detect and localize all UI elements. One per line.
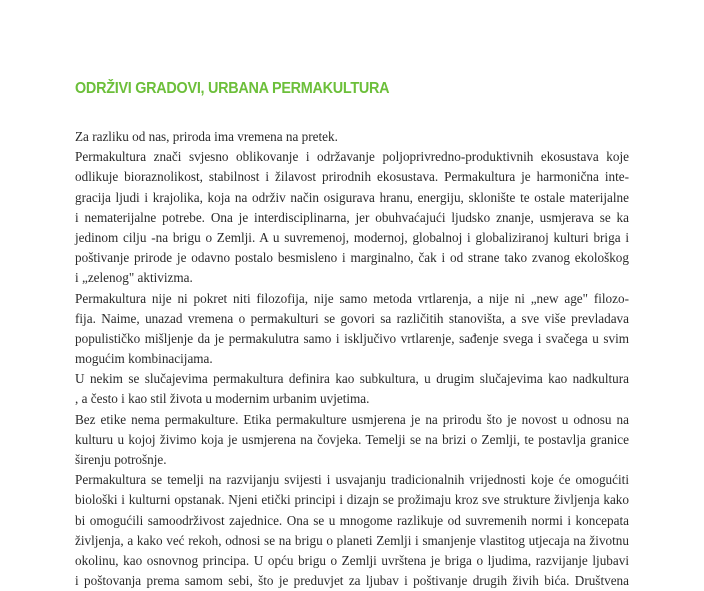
body-line: i „zelenog" aktivizma. xyxy=(75,270,193,286)
body-line: kulturu u kojoj živimo koja je usmjerena na čovjeka. Temelji se na brizi o Zemlji, te postavlja granice xyxy=(75,431,629,447)
body-line: jedinom cilju -na brigu o Zemlji. A u suvremenoj, modernoj, globalnoj i globaliziranoj kulturi briga i xyxy=(75,229,629,245)
article-title: ODRŽIVI GRADOVI, URBANA PERMAKULTURA xyxy=(75,80,390,97)
body-line: fija. Naime, unazad vremena o permakulturi se govori sa različitih stanovišta, a sve više prevladava xyxy=(75,310,629,326)
body-line: biološki i kulturni opstanak. Njeni etički principi i dizajn se prožimaju kroz sve strukture življenja kako xyxy=(75,492,629,508)
body-line: Za razliku od nas, priroda ima vremena na pretek. xyxy=(75,129,338,144)
body-line: i nematerijalne potrebe. Ona je interdisciplinarna, jer obuhvaćajući ljudsko znanje, usmjerava se ka xyxy=(75,209,629,225)
body-line: Bez etike nema permakulture. Etika permakulture usmjerena je na prirodu što je novost u odnosu na xyxy=(75,411,629,427)
body-line: Permakultura se temelji na razvijanju svijesti i usvajanju tradicionalnih vrijednosti koje će omogućiti xyxy=(75,472,629,488)
body-line: širenju potrošnje. xyxy=(75,452,167,467)
article-body xyxy=(75,127,629,591)
body-line: bi omogućili samoodrživost zajednice. Ona se u mnogome razlikuje od suvremenih normi i koncepata xyxy=(75,512,629,528)
body-line: Permakultura nije ni pokret niti filozofija, nije samo metoda vrtlarenja, a nije ni „new age" filozo- xyxy=(75,290,629,306)
body-line: mogućim kombinacijama. xyxy=(75,351,213,367)
body-line: populističko mišljenje da je permakulutra samo i isključivo vrtlarenje, sađenje svega i svačega u svim xyxy=(75,330,629,346)
body-line: i poštovanja prema samom sebi, što je preduvjet za ljubav i poštivanje drugih živih bića. Društvena xyxy=(75,573,629,589)
body-line: U nekim se slučajevima permakultura definira kao subkultura, u drugim slučajevima kao nadkultura xyxy=(75,371,629,387)
body-line: Permakultura znači svjesno oblikovanje i održavanje poljoprivredno-produktivnih ekosustava koje xyxy=(75,149,629,165)
body-line: poštivanje prirode je odavno postalo besmisleno i marginalno, čak i od strane tako zvanog ekološkog xyxy=(75,250,629,266)
body-line: okolinu, kao osnovnog principa. U opću brigu o Zemlji uvrštena je briga o ljudima, razvijanje ljubavi xyxy=(75,552,629,568)
body-line: odlikuje bioraznolikost, stabilnost i žilavost prirodnih ekosustava. Permakultura je harmonična inte- xyxy=(75,169,629,185)
body-line: življenja, a kako već rekoh, odnosi se na brigu o planeti Zemlji i smanjenje vlastitog utjecaja na životnu xyxy=(75,532,629,548)
body-line: , a često i kao stil života u modernim urbanim uvjetima. xyxy=(75,391,370,407)
body-line: gracija ljudi i krajolika, koja na održiv način osigurava hranu, energiju, sklonište te ostale materijalne xyxy=(75,189,629,205)
